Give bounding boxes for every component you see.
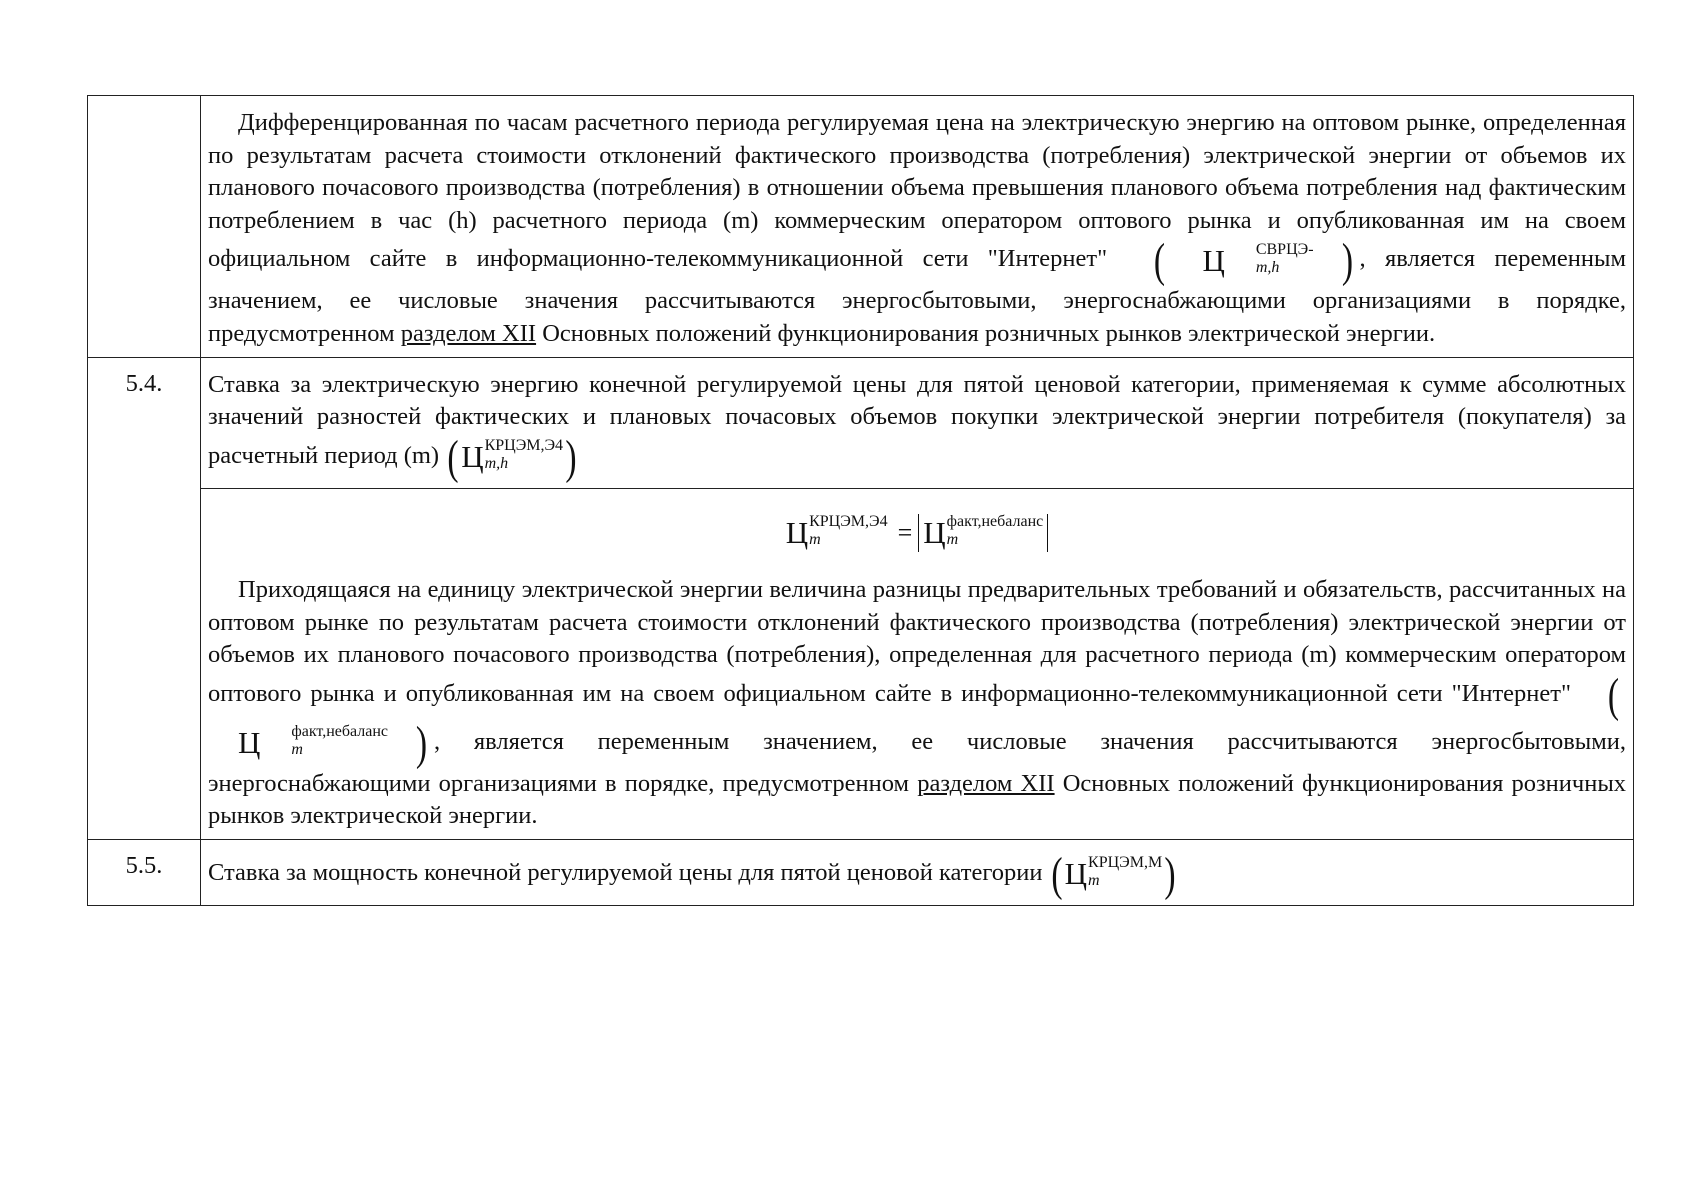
paragraph-text: Дифференцированная по часам расчетного периода регулируемая цена на электрическую энергию на оптовом рынке, определенная по результатам расчета стоимости отклонений фактического производства (потребления) электрической энергии от объемов их планового почасового производства (потребления) в отношении объема превышения планового объема потребления над фактическим потреблением в час (h) расчетного периода (m) коммерческим оператором оптового рынка и опубликованная им на своем официальном сайте в информационно-телекоммуникационной сети "Интернет" xyxy=(208,109,1626,273)
row-number-cell xyxy=(88,96,201,358)
row-formula-cell xyxy=(201,488,1634,839)
row-description-cell xyxy=(201,96,1634,358)
absolute-value xyxy=(918,514,1048,552)
tariff-table xyxy=(87,95,1634,906)
formula-base: Ц xyxy=(1202,242,1225,278)
paragraph-text: Ставка за электрическую энергию конечной регулируемой цены для пятой ценовой категории, применяемая к сумме абсолютных значений разностей фактических и плановых почасовых объемов покупки электрической энергии потребителя (покупателя) за расчетный период (m) xyxy=(208,370,1626,469)
paragraph xyxy=(208,574,1626,833)
paragraph xyxy=(208,107,1626,351)
paragraph xyxy=(208,847,1626,901)
open-paren: ( xyxy=(447,430,459,484)
formula-price-krcem-e4 xyxy=(461,438,563,476)
table-row xyxy=(88,488,1634,839)
formula-base: Ц xyxy=(785,514,809,550)
row-number-cell: 5.4. xyxy=(88,357,201,839)
formula-superscript: факт,небаланс xyxy=(291,723,389,741)
close-paren: ) xyxy=(1341,234,1353,288)
row-description-cell xyxy=(201,839,1634,905)
open-paren: ( xyxy=(1051,847,1063,901)
formula-subscript: m xyxy=(1088,872,1100,890)
equation xyxy=(208,500,1626,574)
formula-subscript: m,h xyxy=(1255,258,1280,276)
paragraph-text: , является переменным значением, ее числовые значения рассчитываются энергосбытовыми, энергоснабжающими организациями в порядке, предусмотренном xyxy=(208,245,1626,347)
formula-superscript: КРЦЭМ,М xyxy=(1088,854,1163,872)
open-paren: ( xyxy=(1154,234,1166,288)
equals-sign: = xyxy=(897,517,913,547)
close-paren: ) xyxy=(1164,847,1176,901)
equation-left xyxy=(786,514,888,552)
paragraph-text: Приходящаяся на единицу электрической энергии величина разницы предварительных требований и обязательств, рассчитанных на оптовом рынке по результатам расчета стоимости отклонений фактического производства (потребления) электрической энергии от объемов их планового почасового производства (потребления), определенная для расчетного периода (m) коммерческим оператором оптового рынка и опубликованная им на своем официальном сайте в информационно-телекоммуникационной сети "Интернет" xyxy=(208,576,1626,707)
formula-base: Ц xyxy=(238,725,261,761)
formula-subscript: m xyxy=(291,741,303,759)
formula-superscript: КРЦЭМ,Э4 xyxy=(809,512,888,530)
close-paren: ) xyxy=(565,430,577,484)
row-number-cell: 5.5. xyxy=(88,839,201,905)
formula-superscript: КРЦЭМ,Э4 xyxy=(484,437,564,455)
paragraph-text: Основных положений функционирования розничных рынков электрической энергии. xyxy=(542,319,1436,347)
formula-base: Ц xyxy=(461,439,484,475)
formula-base: Ц xyxy=(1064,856,1088,892)
formula-subscript: m xyxy=(946,531,959,549)
formula-superscript: СВРЦЭ- xyxy=(1255,240,1314,258)
table-row xyxy=(88,96,1634,358)
section-xii-link[interactable]: разделом XII xyxy=(400,319,537,347)
paragraph-text: , является переменным значением, ее числовые значения рассчитываются энергосбытовыми, энергоснабжающими организациями в порядке, предусмотренном xyxy=(208,727,1626,797)
close-paren: ) xyxy=(415,716,428,770)
table-row xyxy=(88,357,1634,488)
paragraph-text: Основных положений функционирования розничных рынков электрической энергии. xyxy=(208,769,1627,830)
equation-right xyxy=(923,514,1043,552)
row-description-cell xyxy=(201,357,1634,488)
formula-subscript: m,h xyxy=(484,455,509,473)
formula-superscript: факт,небаланс xyxy=(946,513,1044,531)
open-paren: ( xyxy=(1607,668,1620,722)
formula-price-fact-imbalance xyxy=(208,724,388,762)
formula-subscript: m xyxy=(809,530,821,548)
formula-price-svrce xyxy=(1172,242,1313,280)
paragraph-text: Ставка за мощность конечной регулируемой цены для пятой ценовой категории xyxy=(208,858,1043,886)
formula-price-krcem-m xyxy=(1065,855,1163,893)
table-row xyxy=(88,839,1634,905)
section-xii-link[interactable]: разделом XII xyxy=(917,769,1055,797)
formula-base: Ц xyxy=(923,515,946,551)
paragraph xyxy=(208,369,1626,482)
